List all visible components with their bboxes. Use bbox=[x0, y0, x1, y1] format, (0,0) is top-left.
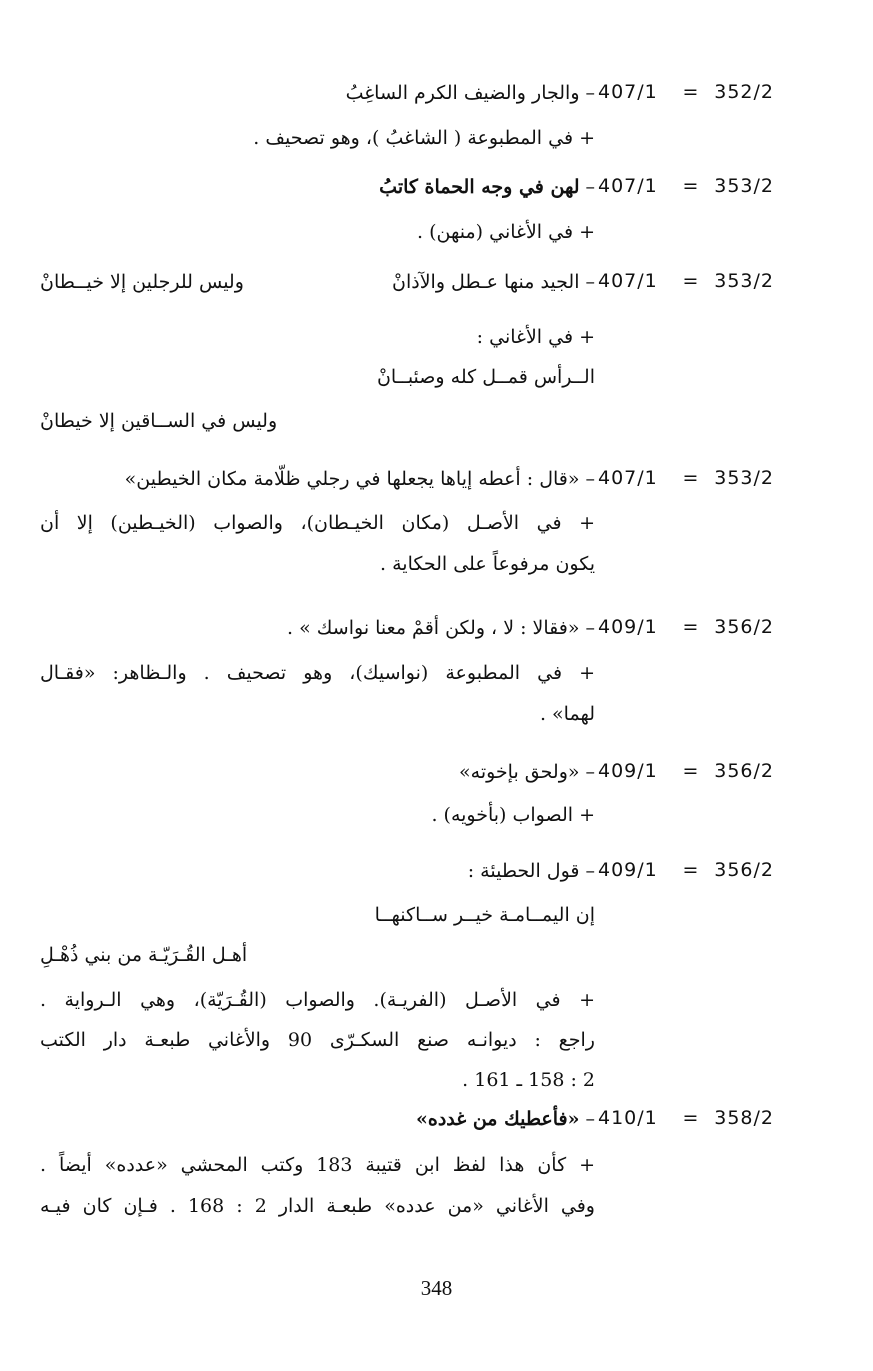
entry-note: + في الأصـل (الفريـة). والصواب (القُـرَيّة)، وهي الـرواية . bbox=[40, 989, 595, 1011]
entry-text: –الجيد منها عـطل والآذانْ bbox=[392, 271, 595, 293]
entry-note: وفي الأغاني «من عدده» طبعـة الدار 2 : 168 . فـإن كان فيـه bbox=[40, 1195, 595, 1217]
entry-reference: 409/1 = 356/2 bbox=[598, 616, 774, 638]
entry-reference: 409/1 = 356/2 bbox=[598, 760, 774, 782]
verse-line: إن اليمــامـة خيــر ســاكنهــا bbox=[374, 904, 595, 926]
entry-reference: 407/1 = 353/2 bbox=[598, 467, 774, 489]
entry-reference: 407/1 = 353/2 bbox=[598, 270, 774, 292]
entry-note: 2 : 158 ـ 161 . bbox=[462, 1069, 595, 1091]
entry-reference: 407/1 = 353/2 bbox=[598, 175, 774, 197]
entry-text: –لهن في وجه الحماة كاتبُ bbox=[379, 176, 595, 198]
entry-note: + في الأصـل (مكان الخيـطان)، والصواب (الخيـطين) إلا أن bbox=[40, 512, 595, 534]
verse-second-hemistich: وليس للرجلين إلا خيــطانْ bbox=[40, 271, 244, 293]
entry-note: + كأن هذا لفظ ابن قتيبة 183 وكتب المحشي «عدده» أيضاً . bbox=[40, 1154, 595, 1176]
entry-reference: 407/1 = 352/2 bbox=[598, 81, 774, 103]
entry-note: يكون مرفوعاً على الحكاية . bbox=[380, 553, 595, 575]
entry-text: –«فقالا : لا ، ولكن أقمْ معنا نواسك » . bbox=[287, 617, 595, 639]
verse-line: وليس في الســاقين إلا خيطانْ bbox=[40, 410, 278, 432]
entry-note: + الصواب (بأخويه) . bbox=[431, 804, 595, 826]
entry-text: –قول الحطيئة : bbox=[467, 860, 595, 882]
entry-note: لهما» . bbox=[539, 703, 595, 725]
entry-text: –والجار والضيف الكرم الساغِبُ bbox=[345, 82, 595, 104]
entry-reference: 409/1 = 356/2 bbox=[598, 859, 774, 881]
verse-line: الــرأس قمــل كله وصئبــانْ bbox=[376, 366, 595, 388]
page-number: 348 bbox=[420, 1276, 453, 1300]
entry-text: –«قال : أعطه إياها يجعلها في رجلي ظلّامة مكان الخيطين» bbox=[124, 468, 595, 490]
entry-text: –«ولحق بإخوته» bbox=[459, 761, 595, 783]
entry-note: راجع : ديوانـه صنع السكـرّى 90 والأغاني طبعـة دار الكتب bbox=[40, 1029, 595, 1051]
entry-text: –«فأعطيك من غدده» bbox=[416, 1108, 595, 1130]
entry-note: + في المطبوعة ( الشاغبُ )، وهو تصحيف . bbox=[253, 127, 595, 149]
entry-note: + في الأغاني : bbox=[476, 326, 595, 348]
entry-note: + في الأغاني (منهن) . bbox=[417, 221, 595, 243]
entry-note: + في المطبوعة (نواسيك)، وهو تصحيف . والـظاهر: «فقـال bbox=[40, 662, 595, 684]
entry-reference: 410/1 = 358/2 bbox=[598, 1107, 774, 1129]
verse-line: أهـل القُـرَيّـة من بني ذُهْـلِ bbox=[40, 944, 248, 966]
